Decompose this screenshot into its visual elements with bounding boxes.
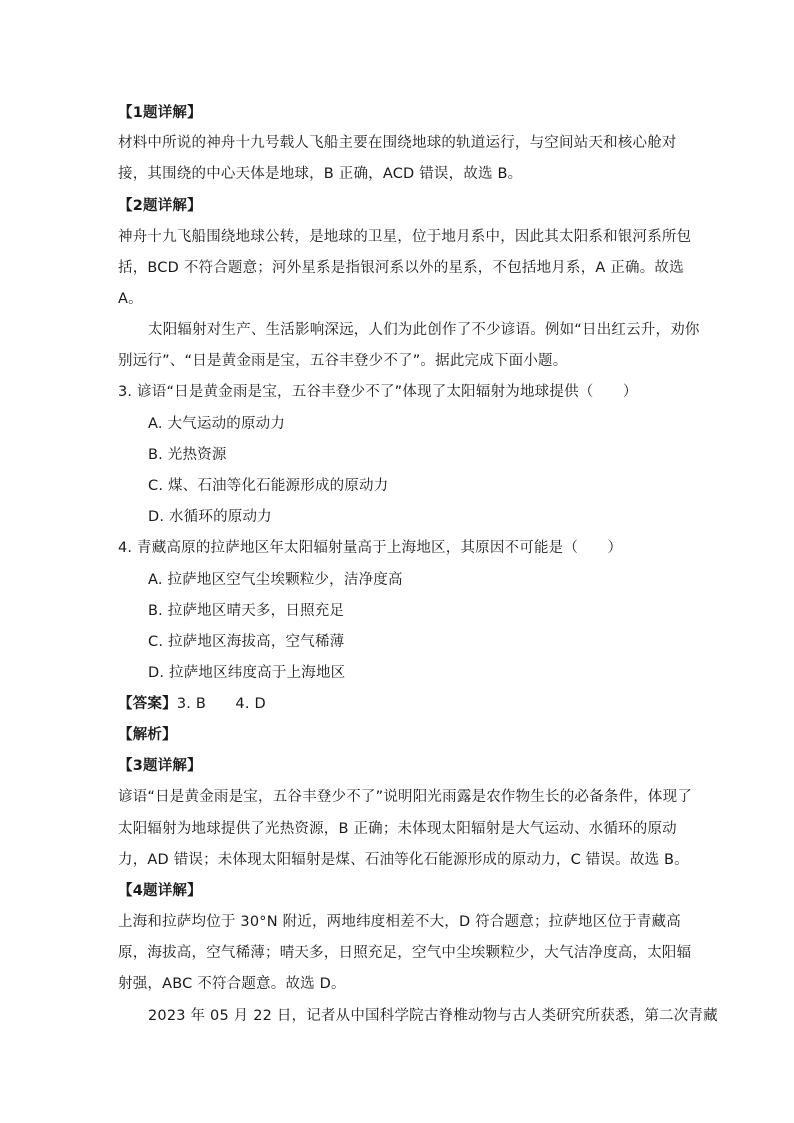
question-4-option-c: C. 拉萨地区海拔高，空气稀薄 [148, 634, 345, 650]
question-4-option-a: A. 拉萨地区空气尘埃颗粒少，洁净度高 [148, 572, 403, 588]
question-4-option-d: D. 拉萨地区纬度高于上海地区 [148, 665, 346, 681]
next-material-line: 2023 年 05 月 22 日，记者从中国科学院古脊椎动物与古人类研究所获悉，第二次青藏 [148, 1008, 718, 1024]
analysis-label: 【解析】 [118, 727, 177, 743]
question-3-option-d: D. 水循环的原动力 [148, 509, 272, 525]
material-paragraph-line: 太阳辐射对生产、生活影响深远，人们为此创作了不少谚语。例如“日出红云升，劝你 [148, 322, 700, 338]
question-3-option-b: B. 光热资源 [148, 447, 227, 463]
q2-detail-line: A。 [118, 291, 143, 307]
q3-detail-line: 力，AD 错误；未体现太阳辐射是煤、石油等化石能源形成的原动力，C 错误。故选 B。 [118, 852, 689, 868]
q1-detail-line: 材料中所说的神舟十九号载人飞船主要在围绕地球的轨道运行，与空间站天和核心舱对 [118, 135, 677, 151]
question-3-stem: 3. 谚语“日是黄金雨是宝，五谷丰登少不了”体现了太阳辐射为地球提供（ ） [118, 384, 638, 400]
q1-detail-line: 接，其围绕的中心天体是地球，B 正确，ACD 错误，故选 B。 [118, 166, 523, 182]
q2-detail-header: 【2题详解】 [118, 198, 202, 214]
question-3-option-c: C. 煤、石油等化石能源形成的原动力 [148, 478, 389, 494]
q1-detail-header: 【1题详解】 [118, 105, 202, 121]
q3-detail-header: 【3题详解】 [118, 758, 202, 774]
answer-text: 3. B 4. D [176, 696, 266, 712]
q3-detail-line: 太阳辐射为地球提供了光热资源，B 正确；未体现太阳辐射是大气运动、水循环的原动 [118, 821, 677, 837]
q2-detail-line: 括，BCD 不符合题意；河外星系是指银河系以外的星系，不包括地月系，A 正确。故选 [118, 260, 684, 276]
answer-label: 【答案】 [118, 696, 177, 712]
material-paragraph-line: 别远行”、“日是黄金雨是宝，五谷丰登少不了”。据此完成下面小题。 [118, 353, 568, 369]
q4-detail-header: 【4题详解】 [118, 883, 202, 899]
q2-detail-line: 神舟十九飞船围绕地球公转，是地球的卫星，位于地月系中，因此其太阳系和银河系所包 [118, 229, 692, 245]
question-3-option-a: A. 大气运动的原动力 [148, 416, 286, 432]
question-4-stem: 4. 青藏高原的拉萨地区年太阳辐射量高于上海地区，其原因不可能是（ ） [118, 540, 623, 556]
question-4-option-b: B. 拉萨地区晴天多，日照充足 [148, 603, 345, 619]
q4-detail-line: 上海和拉萨均位于 30°N 附近，两地纬度相差不大，D 符合题意；拉萨地区位于青藏高 [118, 914, 681, 930]
q3-detail-line: 谚语“日是黄金雨是宝，五谷丰登少不了”说明阳光雨露是农作物生长的必备条件，体现了 [118, 789, 693, 805]
q4-detail-line: 射强，ABC 不符合题意。故选 D。 [118, 976, 346, 992]
answer-line [118, 694, 266, 714]
q4-detail-line: 原，海拔高，空气稀薄；晴天多，日照充足，空气中尘埃颗粒少，大气洁净度高，太阳辐 [118, 945, 692, 961]
